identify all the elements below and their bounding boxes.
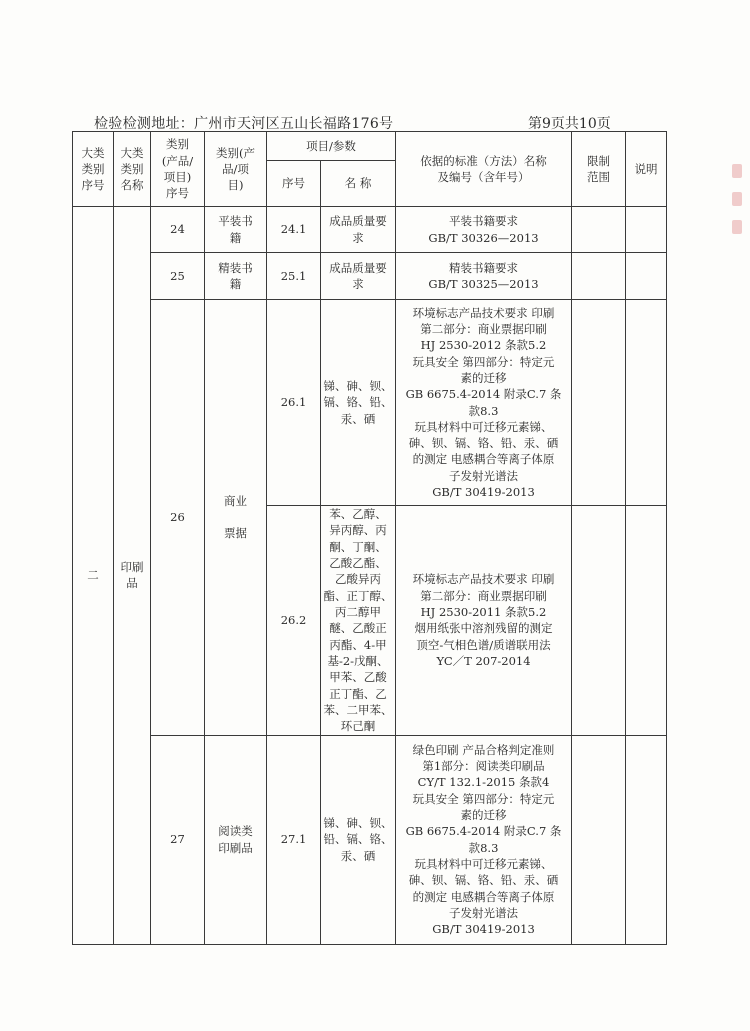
item-name: 锑、砷、钡、 镉、铬、铅、 汞、硒 [321, 300, 396, 506]
item-seq: 26.1 [267, 300, 321, 506]
limit-cell [572, 735, 626, 944]
col-limit: 限制 范围 [572, 132, 626, 207]
table-row [73, 207, 667, 253]
category-seq: 25 [151, 253, 205, 300]
category-name: 商业 票据 [205, 300, 267, 736]
col-major-seq: 大类 类别 序号 [73, 132, 114, 207]
limit-cell [572, 207, 626, 253]
note-cell [626, 300, 667, 506]
table-row [73, 253, 667, 300]
table-row [73, 735, 667, 944]
standard-ref: 精装书籍要求 GB/T 30325—2013 [396, 253, 572, 300]
limit-cell [572, 300, 626, 506]
item-seq: 24.1 [267, 207, 321, 253]
note-cell [626, 506, 667, 736]
standard-ref: 环境标志产品技术要求 印刷 第二部分：商业票据印刷 HJ 2530-2012 条款5.2 玩具安全 第四部分：特定元 素的迁移 GB 6675.4-2014 附录C.7 条 款8.3 玩具材料中可迁移元素锑、 砷、钡、镉、铬、铅、汞、硒 的测定 电感耦合等离子体原 子发射光谱法 GB/T 30419-2013 [396, 300, 572, 506]
seal-stamp-edge [732, 150, 746, 290]
col-item-seq: 序号 [267, 161, 321, 207]
standard-ref: 绿色印刷 产品合格判定准则 第1部分：阅读类印刷品 CY/T 132.1-2015 条款4 玩具安全 第四部分：特定元 素的迁移 GB 6675.4-2014 附录C.7 条 款8.3 玩具材料中可迁移元素锑、 砷、钡、镉、铬、铅、汞、硒 的测定 电感耦合等离子体原 子发射光谱法 GB/T 30419-2013 [396, 735, 572, 944]
col-category-seq: 类别 (产品/ 项目) 序号 [151, 132, 205, 207]
col-note: 说明 [626, 132, 667, 207]
category-seq: 24 [151, 207, 205, 253]
col-item-group: 项目/参数 [267, 132, 396, 161]
inspection-address: 检验检测地址：广州市天河区五山长福路176号 [94, 116, 394, 132]
table-row [73, 300, 667, 506]
category-name: 平装书 籍 [205, 207, 267, 253]
note-cell [626, 207, 667, 253]
category-seq: 27 [151, 735, 205, 944]
category-name: 精装书 籍 [205, 253, 267, 300]
item-name: 锑、砷、钡、 铅、镉、铬、 汞、硒 [321, 735, 396, 944]
col-major-name: 大类 类别 名称 [114, 132, 151, 207]
item-name: 成品质量要 求 [321, 207, 396, 253]
item-seq: 27.1 [267, 735, 321, 944]
col-category: 类别(产 品/项 目) [205, 132, 267, 207]
page-number: 第9页共10页 [528, 116, 611, 132]
limit-cell [572, 253, 626, 300]
col-standard: 依据的标准（方法）名称 及编号（含年号） [396, 132, 572, 207]
category-name: 阅读类 印刷品 [205, 735, 267, 944]
standard-ref: 平装书籍要求 GB/T 30326—2013 [396, 207, 572, 253]
category-seq: 26 [151, 300, 205, 736]
note-cell [626, 735, 667, 944]
item-seq: 26.2 [267, 506, 321, 736]
limit-cell [572, 506, 626, 736]
major-name: 印刷 品 [114, 207, 151, 945]
major-seq: 二 [73, 207, 114, 945]
item-name: 苯、乙醇、 异丙醇、丙 酮、丁酮、 乙酸乙酯、 乙酸异丙 酯、正丁醇、 丙二醇甲 醚、乙酸正 丙酯、4-甲 基-2-戊酮、 甲苯、乙酸 正丁酯、乙 苯、二甲苯、 环己酮 [321, 506, 396, 736]
scope-table [72, 131, 667, 945]
note-cell [626, 253, 667, 300]
col-item-name: 名 称 [321, 161, 396, 207]
item-seq: 25.1 [267, 253, 321, 300]
standard-ref: 环境标志产品技术要求 印刷 第二部分：商业票据印刷 HJ 2530-2011 条款5.2 烟用纸张中溶剂残留的测定 顶空-气相色谱/质谱联用法 YC／T 207-2014 [396, 506, 572, 736]
item-name: 成品质量要 求 [321, 253, 396, 300]
